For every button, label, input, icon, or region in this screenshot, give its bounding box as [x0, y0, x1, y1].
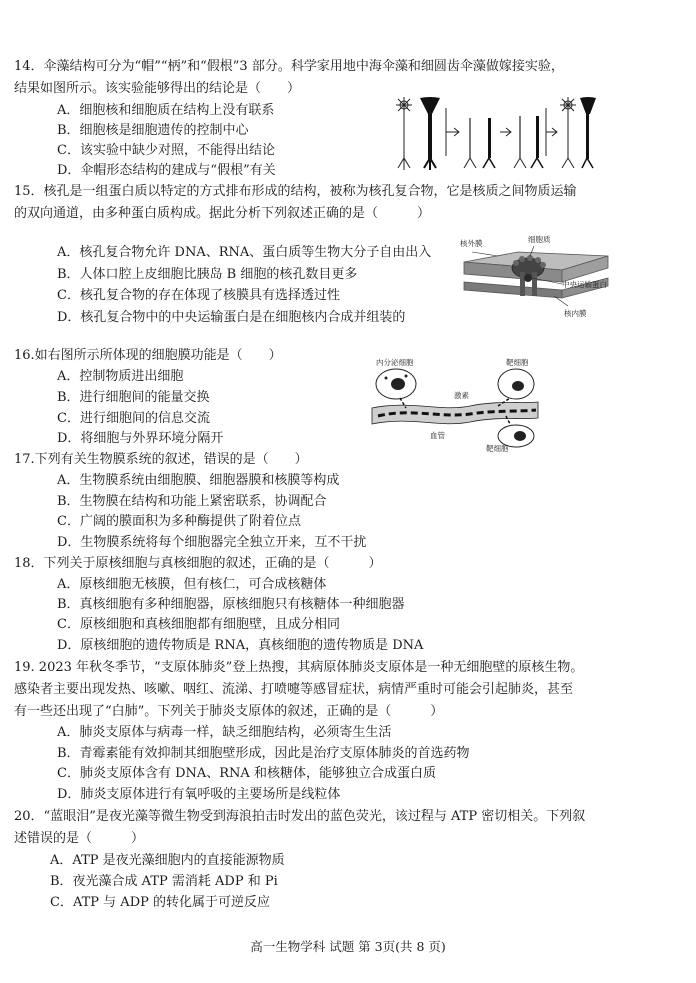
q14-option-a: A．细胞核和细胞质在结构上没有联系 [57, 103, 275, 118]
q19-option-c: C．肺炎支原体含有 DNA、RNA 和核糖体，能够独立合成蛋白质 [57, 766, 436, 781]
q18-option-c: C．原核细胞和真核细胞都有细胞壁，且成分相同 [57, 617, 340, 632]
q18-option-b: B．真核细胞有多种细胞器，原核细胞只有核糖体一种细胞器 [57, 597, 405, 612]
q16-signaling-figure [370, 356, 540, 454]
q19-stem-line2: 感染者主要出现发热、咳嗽、咽红、流涕、打喷嚏等感冒症状，病情严重时可能会引起肺炎，甚至 [14, 682, 574, 697]
q20-option-b: B．夜光藻合成 ATP 需消耗 ADP 和 Pi [50, 874, 278, 889]
q19-option-b: B．青霉素能有效抑制其细胞壁形成，因此是治疗支原体肺炎的首选药物 [57, 746, 470, 761]
q20-stem-line2: 述错误的是（ ） [14, 831, 145, 846]
label-endocrine-cell: 内分泌细胞 [376, 358, 414, 367]
alga-umbrella-cap-icon [420, 97, 440, 170]
q16-option-a: A．控制物质进出细胞 [57, 369, 184, 384]
q17-stem: 17.下列有关生物膜系统的叙述，错误的是（ ） [14, 452, 308, 467]
q18-option-d: D．原核细胞的遗传物质是 RNA，真核细胞的遗传物质是 DNA [57, 638, 424, 653]
page-footer: 高一生物学科 试题 第 3页(共 8 页) [250, 939, 446, 954]
label-outer-membrane: 核外膜 [460, 239, 483, 248]
q14-stem-line2: 结果如图所示。该实验能够得出的结论是（ ） [14, 81, 301, 96]
q18-stem: 18．下列关于原核细胞与真核细胞的叙述，正确的是（ ） [14, 556, 382, 571]
q15-option-c: C．核孔复合物的存在体现了核膜具有选择透过性 [57, 288, 340, 303]
q14-option-d: D．伞帽形态结构的建成与“假根”有关 [57, 163, 276, 178]
q15-stem-line2: 的双向通道，由多种蛋白质构成。据此分析下列叙述正确的是（ ） [14, 206, 431, 221]
q15-stem-line1: 15．核孔是一组蛋白质以特定的方式排布形成的结构，被称为核孔复合物，它是核质之间物质运输 [14, 184, 577, 199]
q15-nuclear-pore-figure [458, 232, 618, 322]
q19-stem-line1: 19. 2023 年秋冬季节，“支原体肺炎”登上热搜，其病原体肺炎支原体是一种无细胞壁的原核生物。 [14, 660, 584, 675]
q16-stem: 16.如右图所示所体现的细胞膜功能是（ ） [14, 348, 282, 363]
q15-option-a: A．核孔复合物允许 DNA、RNA、蛋白质等生物大分子自由出入 [57, 245, 432, 260]
alga-flower-cap-icon [396, 97, 412, 170]
q15-option-d: D．核孔复合物中的中央运输蛋白是在细胞核内合成并组装的 [57, 310, 406, 325]
q14-option-b: B．细胞核是细胞遗传的控制中心 [57, 123, 249, 138]
q14-grafting-figure [392, 96, 598, 172]
q17-option-d: D．生物膜系统将每个细胞器完全独立开来，互不干扰 [57, 535, 367, 550]
q16-option-c: C．进行细胞间的信息交流 [57, 411, 210, 426]
q17-option-a: A．生物膜系统由细胞膜、细胞器膜和核膜等构成 [57, 473, 340, 488]
q16-option-d: D．将细胞与外界环境分隔开 [57, 431, 224, 446]
q19-stem-line3: 有一些还出现了“白肺”。下列关于肺炎支原体的叙述，正确的是（ ） [14, 704, 444, 719]
q20-option-a: A．ATP 是夜光藻细胞内的直接能源物质 [50, 853, 285, 868]
label-inner-membrane: 核内膜 [564, 309, 587, 318]
q20-option-c: C．ATP 与 ADP 的转化属于可逆反应 [50, 895, 270, 910]
q20-stem-line1: 20．“蓝眼泪”是夜光藻等微生物受到海浪拍击时发出的蓝色荧光，该过程与 ATP 密切相关。下列叙 [14, 809, 586, 824]
q15-option-b: B．人体口腔上皮细胞比胰岛 B 细胞的核孔数目更多 [57, 267, 358, 282]
label-target-cell-top: 靶细胞 [506, 358, 529, 367]
q19-option-d: D．肺炎支原体进行有氧呼吸的主要场所是线粒体 [57, 787, 341, 802]
q17-option-b: B．生物膜在结构和功能上紧密联系，协调配合 [57, 494, 327, 509]
grafted-alga-icon [464, 118, 495, 168]
q18-option-a: A．原核细胞无核膜，但有核仁，可合成核糖体 [57, 577, 327, 592]
q17-option-c: C．广阔的膜面积为多种酶提供了附着位点 [57, 514, 301, 529]
q14-option-c: C．该实验中缺少对照，不能得出结论 [57, 143, 275, 158]
label-hormone: 激素 [454, 391, 469, 400]
label-target-cell-bottom: 靶细胞 [486, 444, 509, 453]
q16-option-b: B．进行细胞间的能量交换 [57, 390, 210, 405]
label-blood-vessel: 血管 [430, 431, 445, 440]
label-central-protein: 中央运输蛋白 [562, 280, 607, 289]
label-cytoplasm: 细胞质 [528, 235, 551, 244]
q19-option-a: A．肺炎支原体与病毒一样，缺乏细胞结构，必须寄生生活 [57, 725, 392, 740]
q14-stem-line1: 14．伞藻结构可分为“帽”“柄”和“假根”3 部分。科学家用地中海伞藻和细圆齿伞藻做嫁接实验， [14, 59, 564, 74]
